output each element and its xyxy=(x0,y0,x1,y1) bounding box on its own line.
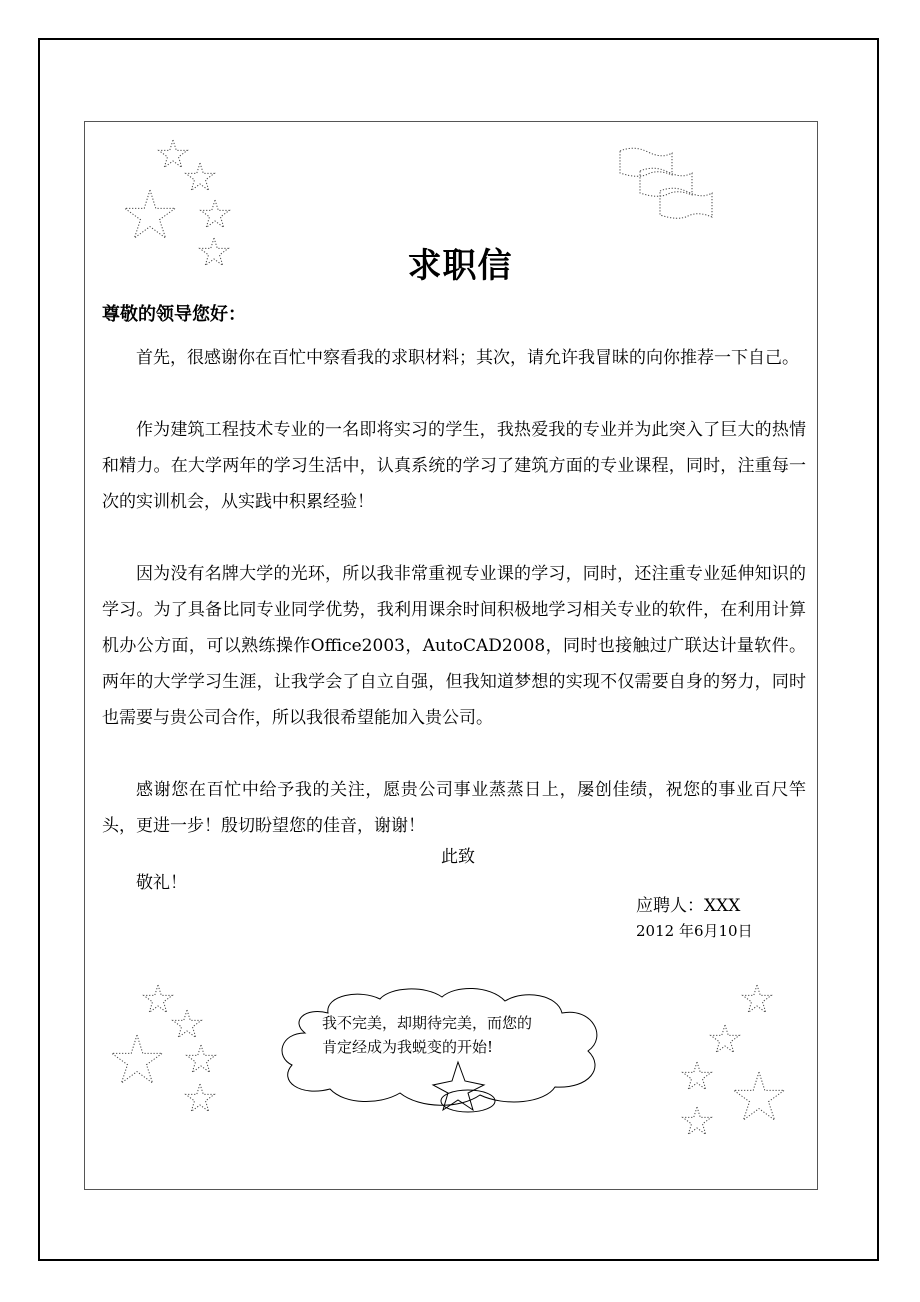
paragraph-major: 作为建筑工程技术专业的一名即将实习的学生，我热爱我的专业并为此突入了巨大的热情和精力。在大学两年的学习生活中，认真系统的学习了建筑方面的专业课程，同时，注重每一次的实训机会，从实践中积累经验！ xyxy=(102,420,806,512)
page-title: 求职信 xyxy=(407,246,513,286)
closing-jingli: 敬礼！ xyxy=(136,873,187,893)
applicant-name: 应聘人：XXX xyxy=(636,896,741,916)
paragraph-thanks: 感谢您在百忙中给予我的关注，愿贵公司事业蒸蒸日上，屡创佳绩，祝您的事业百尺竿头，更进一步！殷切盼望您的佳音，谢谢！ xyxy=(102,780,806,836)
star-cluster-bottom-left-icon xyxy=(95,980,230,1130)
star-cluster-bottom-right-icon xyxy=(675,980,805,1150)
closing-cizhi: 此致 xyxy=(441,847,475,867)
paragraph-skills: 因为没有名牌大学的光环，所以我非常重视专业课的学习，同时，还注重专业延伸知识的学习。为了具备比同专业同学优势，我利用课余时间积极地学习相关专业的软件，在利用计算机办公方面，可以熟练操作Office2003，AutoCAD2008，同时也接触过广联达计量软件。两年的大学学习生涯，让我学会了自立自强，但我知道梦想的实现不仅需要自身的努力，同时也需要与贵公司合作，所以我很希望能加入贵公司。 xyxy=(102,564,806,728)
paragraph-intro: 首先，很感谢你在百忙中察看我的求职材料；其次，请允许我冒昧的向你推荐一下自己。 xyxy=(136,348,799,368)
salutation: 尊敬的领导您好： xyxy=(102,304,246,325)
flags-icon xyxy=(612,145,722,235)
letter-date: 2012 年6月10日 xyxy=(636,922,753,940)
cloud-message: 我不完美，却期待完美，而您的肯定经成为我蜕变的开始! xyxy=(322,1014,533,1056)
